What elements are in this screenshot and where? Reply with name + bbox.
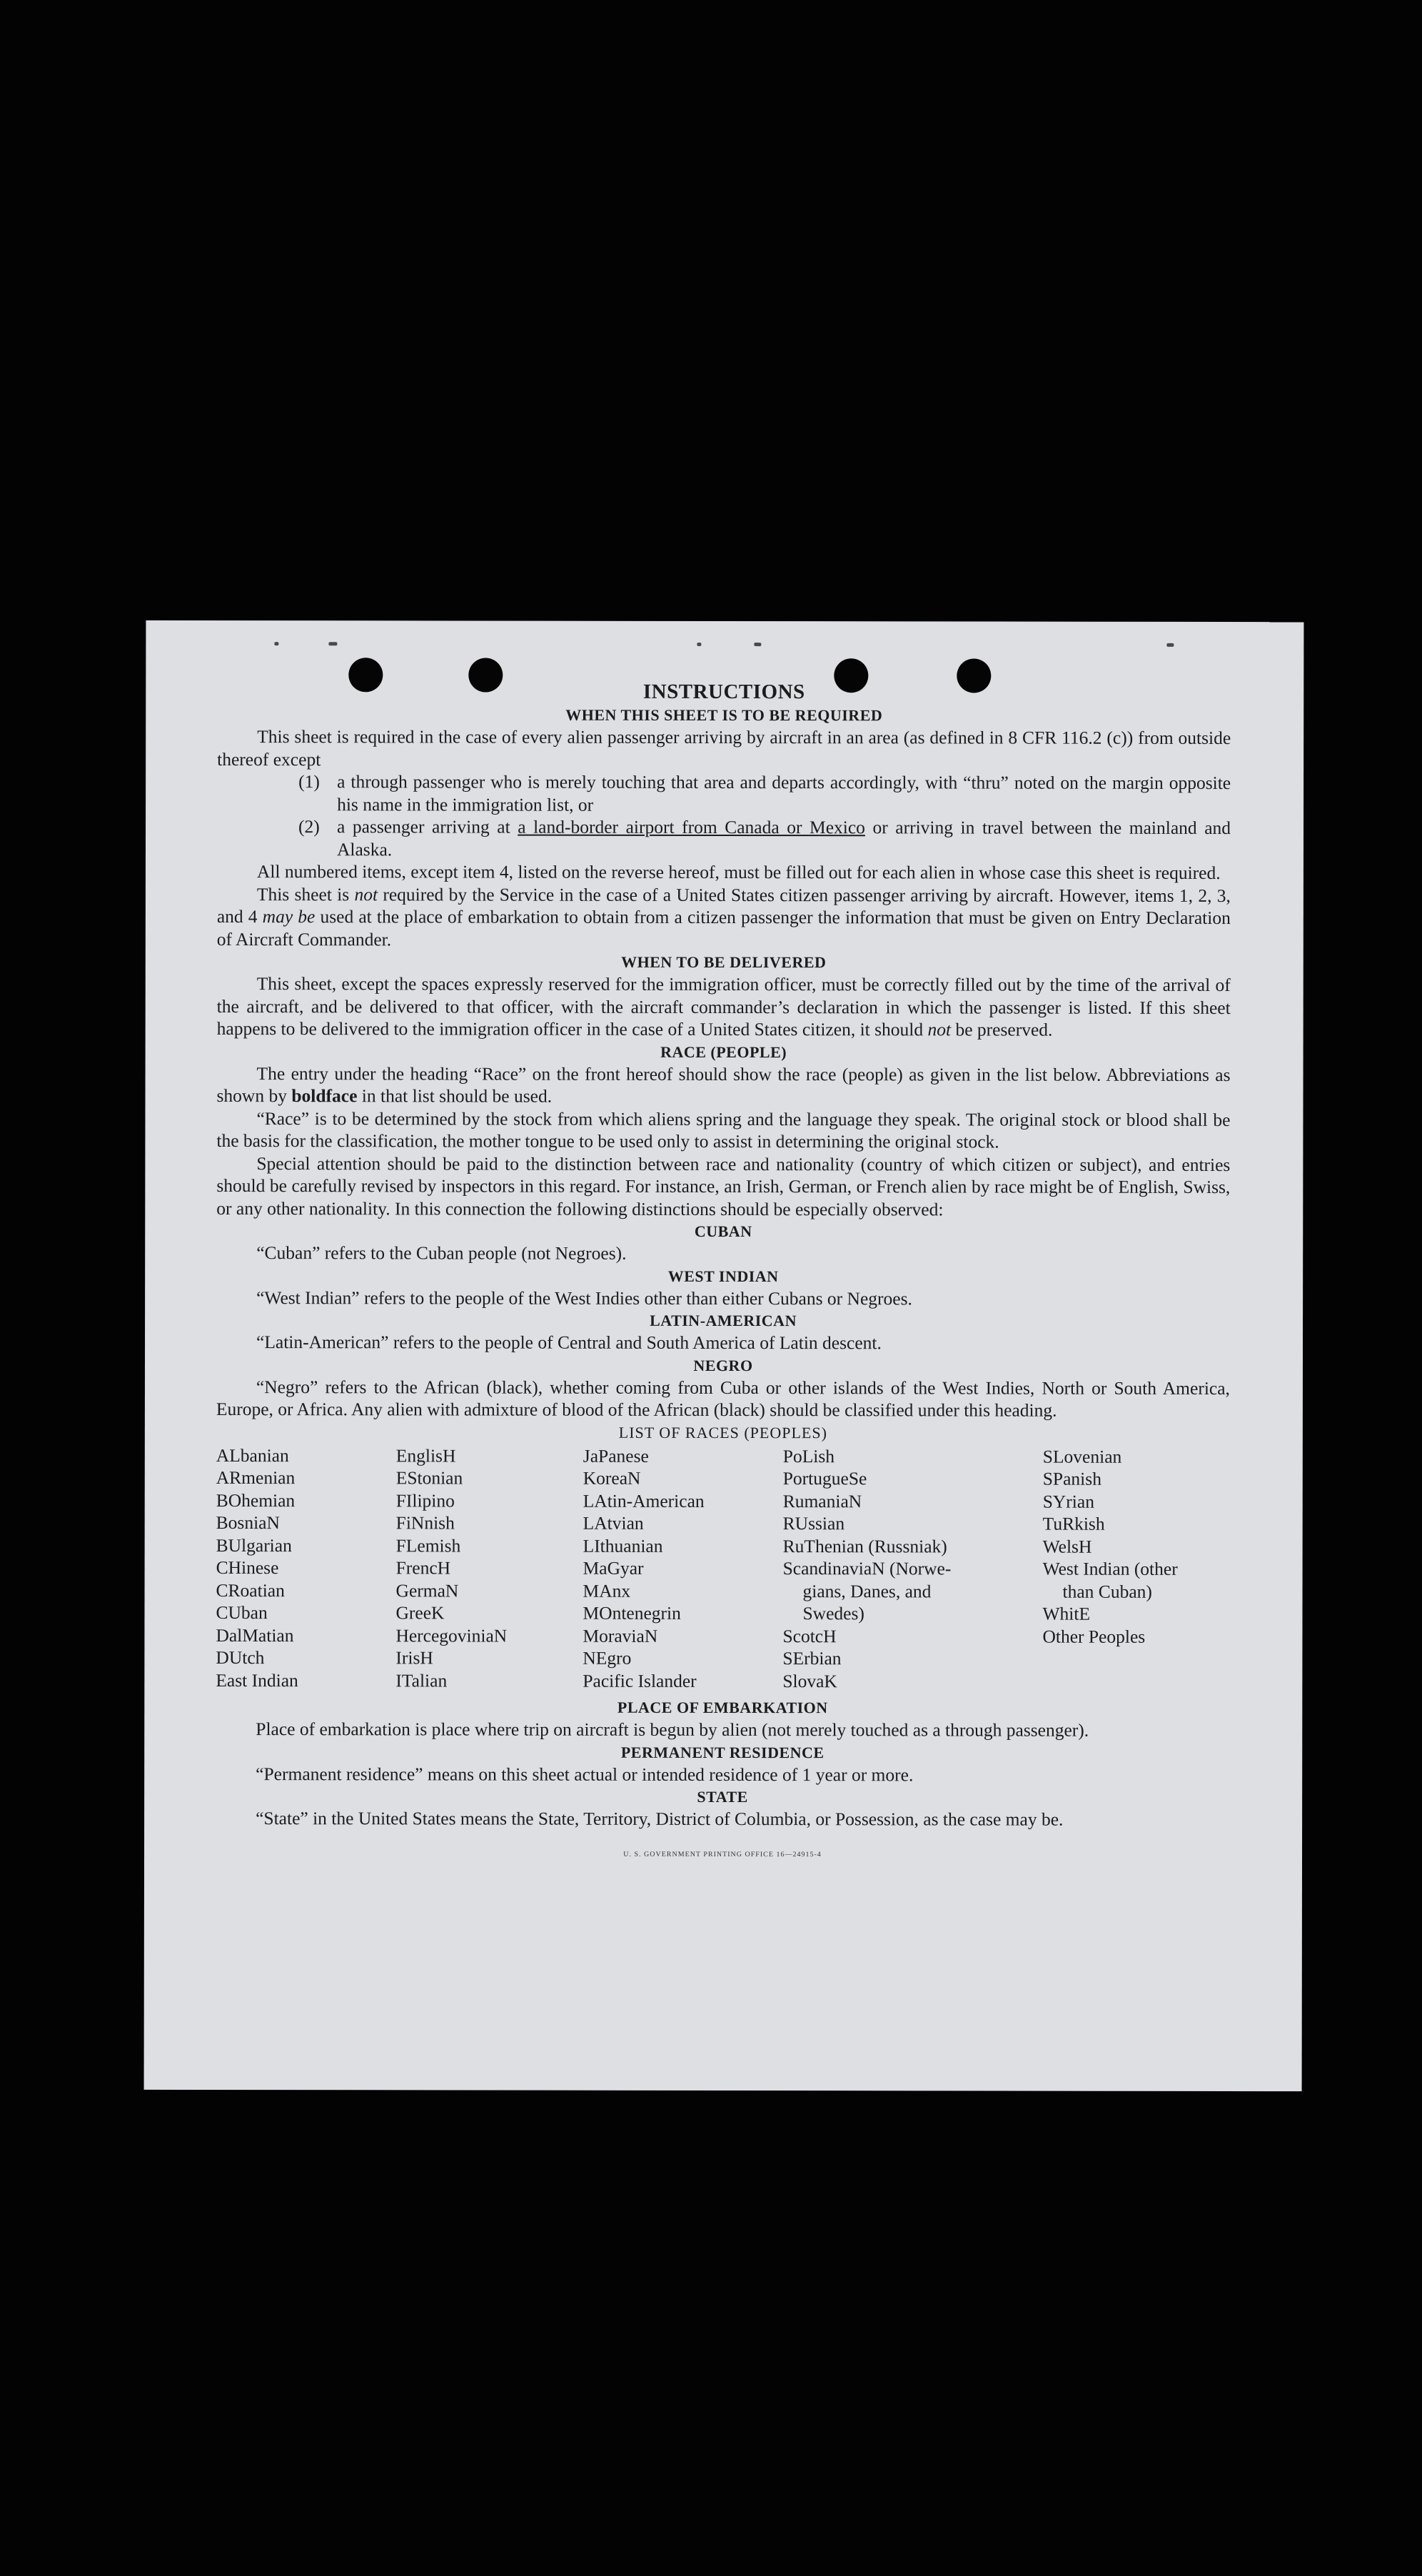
race-entry: Other Peoples — [1042, 1626, 1146, 1647]
list-item — [217, 770, 1231, 817]
race-entry: SYrian — [1042, 1491, 1094, 1512]
race-entry: LIthuanian — [583, 1535, 663, 1556]
race-entry: ScotcH — [782, 1625, 837, 1646]
document-body — [216, 679, 1231, 1866]
race-entry: PoLish — [782, 1445, 835, 1466]
instruction-sheet — [144, 620, 1304, 2091]
race-entry: FrencH — [395, 1557, 451, 1579]
race-entry: RuThenian (Russniak) — [782, 1535, 947, 1556]
paragraph: Place of embarkation is place where trip on aircraft is begun by alien (not merely touched as a through passenger). — [256, 1719, 1089, 1741]
text-run: The entry under the heading “Race” on the front hereof should show the race (people) as given in the list below. Abbreviations as shown by — [216, 1062, 1231, 1107]
race-entry: BUlgarian — [216, 1534, 292, 1556]
races-column-3 — [583, 1444, 782, 1692]
race-entry: ARmenian — [216, 1467, 296, 1489]
heading-state: STATE — [697, 1787, 748, 1806]
race-entry: WhitE — [1042, 1603, 1091, 1624]
race-entry: KoreaN — [583, 1467, 641, 1489]
item-number: (1) — [298, 771, 320, 793]
underlined-text: a land-border airport from Canada or Mexico — [518, 816, 865, 838]
item-text — [337, 815, 1231, 862]
race-entry: East Indian — [216, 1669, 298, 1691]
item-text: a through passenger who is merely touching that area and departs accordingly, with “thru” noted on the margin opposite his name in the immigration list, or — [337, 771, 1231, 815]
race-entry: CRoatian — [216, 1579, 285, 1601]
italic-text: may be — [262, 906, 316, 927]
paragraph — [217, 883, 1231, 952]
race-entry: ScandinaviaN (Norwe- — [782, 1558, 952, 1579]
race-entry: FIlipino — [395, 1489, 455, 1511]
race-entry: LAtvian — [583, 1512, 644, 1534]
heading-race: RACE (PEOPLE) — [660, 1042, 787, 1061]
race-entry: MAnx — [583, 1580, 631, 1601]
paragraph — [217, 972, 1231, 1041]
text-run: This sheet, except the spaces expressly reserved for the immigration officer, must be correctly filled out by the time of the arrival of the aircraft, and be delivered to that officer, with the aircraft commander’s declaration in which the passenger is listed. If this sheet happens to be delivered to the immigration officer in the case of a United States citizen, it should — [216, 973, 1231, 1040]
paragraph: “Cuban” refers to the Cuban people (not Negroes). — [256, 1242, 627, 1264]
paragraph — [216, 1062, 1230, 1109]
race-entry: DalMatian — [216, 1624, 294, 1646]
printer-imprint: U. S. GOVERNMENT PRINTING OFFICE 16—24915-4 — [623, 1850, 822, 1858]
race-entry: West Indian (other — [1042, 1558, 1178, 1579]
heading-when-required: WHEN THIS SHEET IS TO BE REQUIRED — [565, 705, 883, 725]
race-entry: Swedes) — [802, 1603, 864, 1624]
text-run: required by the Service in the case of a United States citizen passenger arriving by aircraft. However, items 1, 2, 3, and 4 — [216, 883, 1231, 927]
paragraph: “West Indian” refers to the people of the West Indies other than either Cubans or Negroes. — [256, 1287, 912, 1309]
heading-place-of-embarkation: PLACE OF EMBARKATION — [617, 1698, 828, 1717]
paper-speck — [1166, 643, 1174, 647]
paragraph: “Race” is to be determined by the stock from which aliens spring and the language they speak. The original stock or blood shall be the basis for the classification, the mother tongue to be used only to assist in determining the original stock. — [216, 1107, 1231, 1152]
race-entry: MOntenegrin — [583, 1602, 681, 1624]
paragraph: “Permanent residence” means on this sheet actual or intended residence of 1 year or more. — [256, 1763, 914, 1785]
race-entry: gians, Danes, and — [802, 1580, 932, 1601]
race-entry: than Cuban) — [1062, 1581, 1152, 1602]
italic-text: not — [354, 883, 378, 905]
race-entry: SlovaK — [782, 1670, 837, 1691]
race-entry: PortugueSe — [782, 1468, 867, 1489]
race-entry: IrisH — [395, 1647, 433, 1669]
race-entry: SPanish — [1042, 1468, 1101, 1489]
races-column-4 — [782, 1445, 1042, 1693]
list-item — [217, 815, 1231, 862]
paragraph: “Negro” refers to the African (black), whether coming from Cuba or other islands of the West Indies, North or South America, Europe, or Africa. Any alien with admixture of blood of the African (black) should be classified under this heading. — [216, 1376, 1230, 1421]
heading-cuban: CUBAN — [694, 1222, 752, 1241]
paragraph: “Latin-American” refers to the people of Central and South America of Latin descent. — [256, 1332, 882, 1354]
race-entry: JaPanese — [583, 1445, 649, 1466]
race-entry: SLovenian — [1042, 1446, 1122, 1467]
race-entry: ITalian — [395, 1669, 448, 1691]
race-entry: ALbanian — [216, 1444, 289, 1466]
bold-text: boldface — [291, 1085, 358, 1107]
italic-text: not — [927, 1019, 952, 1040]
heading-latin-american: LATIN-AMERICAN — [650, 1311, 797, 1330]
paragraph: “State” in the United States means the State, Territory, District of Columbia, or Possession, as the case may be. — [256, 1808, 1064, 1830]
paper-speck — [754, 643, 761, 646]
race-entry: GreeK — [395, 1602, 445, 1624]
paragraph: This sheet is required in the case of every alien passenger arriving by aircraft in an area (as defined in 8 CFR 116.2 (c)) from outside thereof except — [217, 726, 1231, 770]
race-entry: BOhemian — [216, 1489, 296, 1511]
race-entry: EStonian — [395, 1467, 463, 1489]
races-column-5 — [1042, 1445, 1229, 1693]
race-entry: SErbian — [782, 1648, 842, 1669]
race-entry: MaGyar — [583, 1557, 644, 1579]
race-entry: Pacific Islander — [583, 1670, 697, 1691]
race-entry: HercegoviniaN — [395, 1624, 508, 1646]
heading-west-indian: WEST INDIAN — [667, 1267, 779, 1285]
heading-when-delivered: WHEN TO BE DELIVERED — [621, 952, 827, 972]
paper-speck — [328, 642, 337, 645]
heading-list-of-races: LIST OF RACES (PEOPLES) — [618, 1423, 827, 1442]
race-entry: CUban — [216, 1602, 268, 1624]
race-entry: NEgro — [583, 1647, 632, 1669]
heading-negro: NEGRO — [693, 1356, 753, 1374]
race-entry: FLemish — [395, 1534, 461, 1556]
race-entry: GermaN — [395, 1579, 459, 1601]
paragraph: Special attention should be paid to the distinction between race and nationality (country of which citizen or subject), and entries should be carefully revised by inspectors in this regard. For instance, an Irish, German, or French alien by race might be of English, Swiss, or any other nationality. In this connection the following distinctions should be especially observed: — [216, 1152, 1231, 1219]
race-entry: TuRkish — [1042, 1513, 1105, 1534]
race-entry: CHinese — [216, 1557, 279, 1579]
race-entry: LAtin-American — [583, 1490, 705, 1511]
text-run: or arriving in travel between the mainland and Alaska. — [336, 817, 1231, 860]
heading-permanent-residence: PERMANENT RESIDENCE — [620, 1743, 825, 1761]
text-run: a passenger arriving at — [337, 816, 518, 837]
paper-speck — [274, 642, 278, 645]
item-number: (2) — [298, 816, 320, 837]
page-title: INSTRUCTIONS — [642, 680, 805, 704]
race-entry: EnglisH — [395, 1444, 456, 1466]
race-entry: BosniaN — [216, 1512, 280, 1534]
race-entry: DUtch — [216, 1647, 265, 1669]
text-run: This sheet is — [256, 883, 355, 905]
race-entry: WelsH — [1042, 1536, 1092, 1557]
text-run: be preserved. — [951, 1019, 1053, 1040]
text-run: used at the place of embarkation to obtain from a citizen passenger the information that must be given on Entry Declaration of Aircraft Commander. — [216, 906, 1231, 950]
race-entry: FiNnish — [395, 1512, 455, 1534]
text-run: in that list should be used. — [357, 1085, 553, 1107]
paper-speck — [697, 643, 701, 646]
race-entry: RumaniaN — [782, 1490, 862, 1511]
races-table — [216, 1444, 1229, 1693]
paragraph: All numbered items, except item 4, listed on the reverse hereof, must be filled out for each alien in whose case this sheet is required. — [256, 861, 1221, 883]
race-entry: MoraviaN — [583, 1625, 658, 1646]
races-column-2 — [395, 1444, 583, 1692]
races-column-1 — [216, 1444, 395, 1692]
race-entry: RUssian — [782, 1513, 845, 1534]
